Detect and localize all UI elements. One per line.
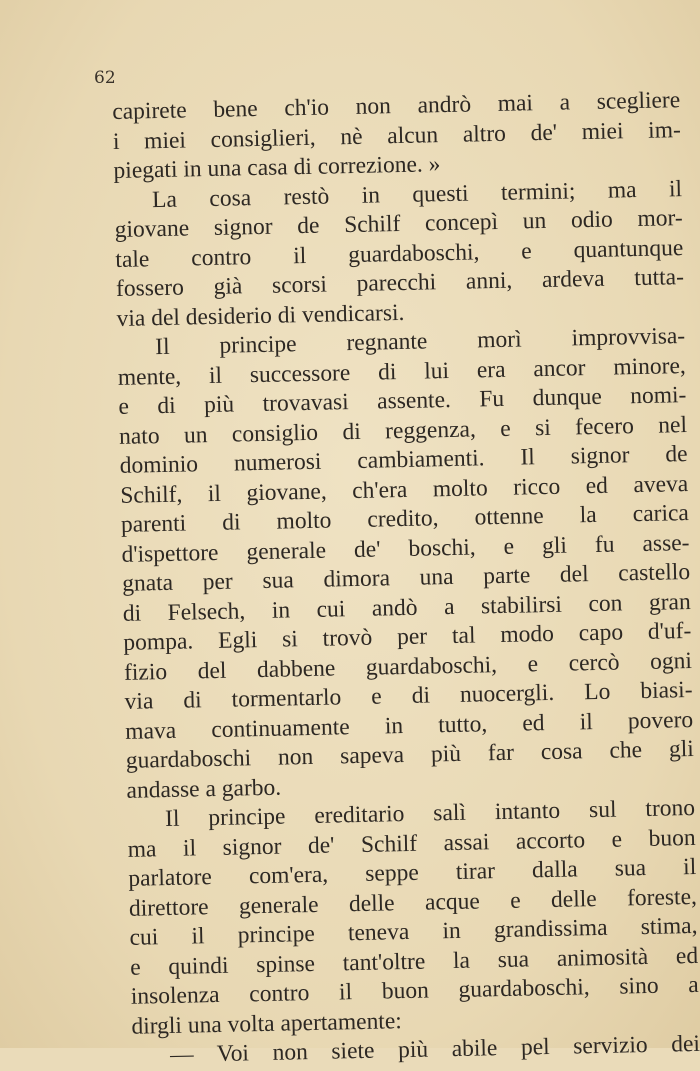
text-line: cui il principe teneva in grandissima stima, bbox=[129, 912, 698, 951]
text-line: gnata per sua dimora una parte del castello bbox=[121, 559, 691, 597]
text-line: i miei consiglieri, nè alcun altro de' miei im- bbox=[112, 116, 682, 155]
text-line: via del desiderio di vendicarsi. bbox=[116, 299, 405, 332]
text-line: mente, il successore di lui era ancor minore, bbox=[117, 352, 687, 391]
text-line: Il principe regnante morì improvvisa- bbox=[154, 323, 686, 361]
text-line: Il principe ereditario salì intanto sul trono bbox=[164, 794, 696, 833]
text-line: — Voi non siete più abile pel servizio dei bbox=[169, 1030, 700, 1068]
text-line: mava continuamente in tutto, ed il povero bbox=[124, 706, 694, 745]
text-line: giovane signor de Schilf concepì un odio mor- bbox=[114, 205, 683, 243]
text-line: piegati in una casa di correzione. » bbox=[113, 151, 441, 184]
text-line: fossero già scorsi parecchi anni, ardeva tutta- bbox=[115, 264, 685, 302]
text-line: fizio del dabbene guardaboschi, e cercò ogni bbox=[123, 647, 693, 686]
text-line: pompa. Egli si trovò per tal modo capo d'uf- bbox=[123, 617, 692, 656]
text-line: ma il signor de' Schilf assai accorto e buon bbox=[127, 824, 696, 863]
text-line: dirgli una volta apertamente: bbox=[131, 1007, 403, 1040]
text-line: Schilf, il giovane, ch'era molto ricco ed aveva bbox=[120, 470, 689, 509]
text-line: insolenza contro il buon guardaboschi, sino a bbox=[130, 971, 699, 1010]
text-line: direttore generale delle acque e delle foreste, bbox=[128, 883, 698, 922]
text-line: La cosa restò in questi termini; ma il bbox=[151, 175, 683, 213]
page-number: 62 bbox=[94, 68, 116, 88]
text-line: parenti di molto credito, ottenne la carica bbox=[120, 500, 690, 538]
text-line: e di più trovavasi assente. Fu dunque nomi- bbox=[118, 382, 687, 420]
text-line: guardaboschi non sapeva più far cosa che gli bbox=[125, 735, 695, 774]
text-line: tale contro il guardaboschi, e quantunque bbox=[115, 234, 684, 273]
text-line: capirete bene ch'io non andrò mai a scegliere bbox=[112, 87, 681, 125]
text-line: d'ispettore generale de' boschi, e gli fu asse- bbox=[121, 529, 690, 568]
text-line: via di tormentarlo e di nuocergli. Lo biasi- bbox=[124, 676, 693, 715]
text-line: parlatore com'era, seppe tirar dalla sua il bbox=[128, 853, 697, 892]
body-text bbox=[112, 86, 700, 1071]
text-line: andasse a garbo. bbox=[126, 774, 282, 804]
text-line: nato un consiglio di reggenza, e si fecero nel bbox=[118, 411, 688, 450]
text-line: dominio numerosi cambiamenti. Il signor de bbox=[119, 441, 688, 479]
text-line: di Felsech, in cui andò a stabilirsi con gran bbox=[122, 588, 691, 627]
text-line: e quindi spinse tant'oltre la sua animosità ed bbox=[129, 942, 699, 981]
